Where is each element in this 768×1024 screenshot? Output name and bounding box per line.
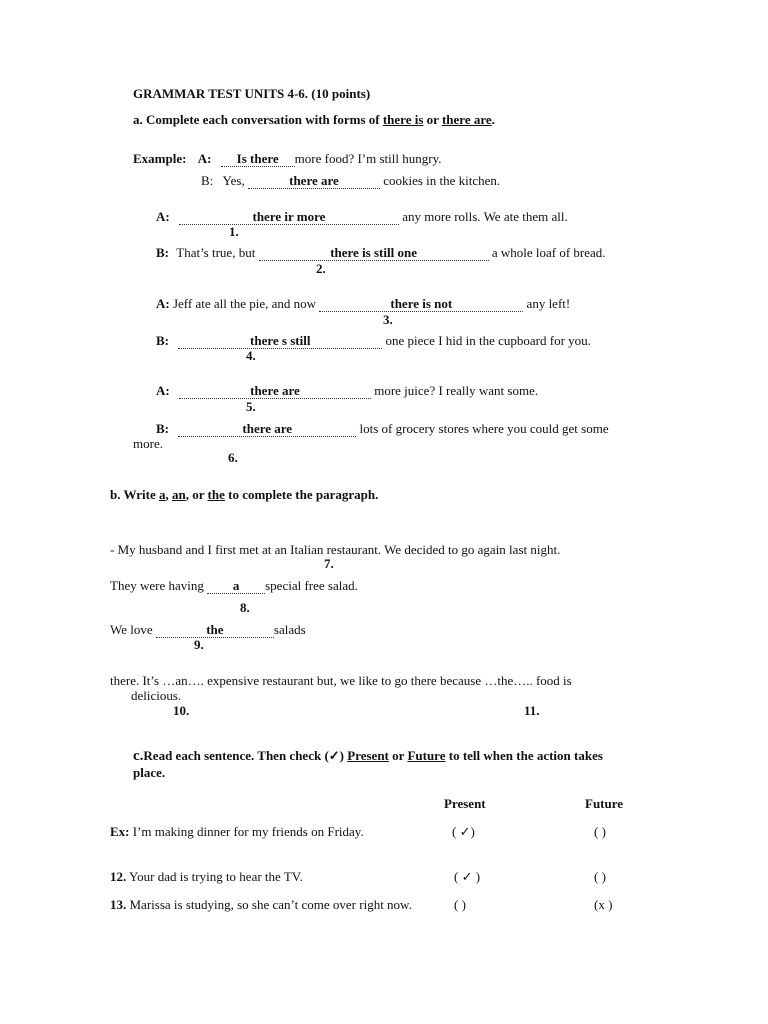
section-b-sep2: , or xyxy=(185,487,208,502)
item-5-answer[interactable]: there are xyxy=(179,384,371,399)
paragraph-line-2-post: special free salad. xyxy=(265,578,358,593)
row-13-label: 13. xyxy=(110,897,127,912)
row-13-future-check[interactable]: (x ) xyxy=(594,897,613,912)
present-word: Present xyxy=(347,748,389,763)
page-title: GRAMMAR TEST UNITS 4-6. (10 points) xyxy=(133,86,371,101)
section-a-heading-or: or xyxy=(423,112,442,127)
item-5-text: more juice? I really want some. xyxy=(374,383,539,398)
section-a-heading-prefix: a. Complete each conversation with forms of xyxy=(133,112,383,127)
item-6-number: 6. xyxy=(228,450,238,465)
item-3-number: 3. xyxy=(383,312,393,327)
article-the: the xyxy=(207,487,225,502)
item-6-answer[interactable]: there are xyxy=(178,422,356,437)
item-4-text: one piece I hid in the cupboard for you. xyxy=(385,333,591,348)
item-3-pre: Jeff ate all the pie, and now xyxy=(172,296,317,311)
item-2-text: a whole loaf of bread. xyxy=(491,245,606,260)
column-future: Future xyxy=(585,796,624,811)
paragraph-line-3 xyxy=(110,622,306,638)
item-3-answer[interactable]: there is not xyxy=(319,297,523,312)
item-10-number: 10. xyxy=(173,703,190,718)
item-5-speaker: A: xyxy=(156,383,170,398)
item-2-number: 2. xyxy=(316,261,326,276)
row-12-label: 12. xyxy=(110,869,127,884)
term-there-are: there are xyxy=(441,112,492,127)
item-1-number: 1. xyxy=(229,224,239,239)
item-1-line xyxy=(156,209,568,225)
term-there-is: there is xyxy=(382,112,424,127)
example-a-speaker: A: xyxy=(197,151,212,166)
item-5-number: 5. xyxy=(246,399,256,414)
section-c-heading-line-2: place. xyxy=(133,765,166,780)
example-b-text: cookies in the kitchen. xyxy=(383,173,501,188)
item-11-number: 11. xyxy=(524,703,540,718)
section-b-heading-end: to complete the paragraph. xyxy=(224,487,379,502)
item-4-speaker: B: xyxy=(156,333,169,348)
article-a: a xyxy=(159,487,166,502)
section-c-heading-pre: Read each sentence. Then check (✓) xyxy=(143,748,348,763)
row-example-future-check[interactable]: ( ) xyxy=(594,824,606,839)
row-13 xyxy=(110,897,412,913)
item-6-line-2: more. xyxy=(133,436,163,451)
item-3-line xyxy=(156,296,570,312)
row-12 xyxy=(110,869,303,885)
item-3-text: any left! xyxy=(526,296,571,311)
row-example xyxy=(110,824,364,840)
section-c-letter: c. xyxy=(133,748,144,764)
item-1-answer[interactable]: there ir more xyxy=(179,210,399,225)
row-12-text: Your dad is trying to hear the TV. xyxy=(129,869,303,884)
row-12-future-check[interactable]: ( ) xyxy=(594,869,606,884)
column-present: Present xyxy=(444,796,486,811)
row-example-label: Ex: xyxy=(110,824,130,839)
row-12-present-check[interactable]: ( ✓ ) xyxy=(454,869,481,884)
item-9-number: 9. xyxy=(194,637,204,652)
section-c-heading xyxy=(133,748,603,764)
row-13-present-check[interactable]: ( ) xyxy=(454,897,466,912)
row-13-text: Marissa is studying, so she can’t come over right now. xyxy=(129,897,412,912)
item-6-speaker: B: xyxy=(156,421,169,436)
paragraph-line-4: there. It’s …an…. expensive restaurant but, we like to go there because …the….. food is xyxy=(110,673,572,688)
section-a-heading xyxy=(133,112,495,128)
item-3-speaker: A: xyxy=(156,296,170,311)
item-8-answer[interactable]: a xyxy=(207,579,265,594)
item-2-speaker: B: xyxy=(156,245,169,260)
paragraph-line-2 xyxy=(110,578,358,594)
section-b-heading xyxy=(110,487,378,503)
paragraph-line-3-post: salads xyxy=(273,622,306,637)
paragraph-line-2-pre: They were having xyxy=(110,578,204,593)
section-b-heading-pre: b. Write xyxy=(110,487,159,502)
item-6-line xyxy=(156,421,609,437)
item-6-text: lots of grocery stores where you could get some xyxy=(359,421,609,436)
paragraph-line-4b: delicious. xyxy=(131,688,182,703)
example-b-answer: there are xyxy=(248,174,380,189)
example-b-pre: Yes, xyxy=(222,173,245,188)
item-4-line xyxy=(156,333,591,349)
item-4-answer[interactable]: there s still xyxy=(178,334,382,349)
row-example-text: I’m making dinner for my friends on Friday. xyxy=(132,824,364,839)
section-b-sep1: , xyxy=(165,487,172,502)
example-line-b xyxy=(201,173,500,189)
item-5-line xyxy=(156,383,538,399)
example-a-text: more food? I’m still hungry. xyxy=(294,151,442,166)
item-1-text: any more rolls. We ate them all. xyxy=(402,209,568,224)
article-an: an xyxy=(172,487,186,502)
row-example-present-check[interactable]: ( ✓) xyxy=(452,824,475,839)
item-8-number: 8. xyxy=(240,600,250,615)
item-7-number: 7. xyxy=(324,556,334,571)
item-2-answer[interactable]: there is still one xyxy=(259,246,489,261)
example-b-speaker: B: xyxy=(201,173,214,188)
future-word: Future xyxy=(407,748,446,763)
item-1-speaker: A: xyxy=(156,209,170,224)
item-9-answer[interactable]: the xyxy=(156,623,274,638)
item-4-number: 4. xyxy=(246,348,256,363)
section-a-heading-end: . xyxy=(491,112,495,127)
example-a-answer: Is there xyxy=(221,152,295,167)
item-2-pre: That’s true, but xyxy=(176,245,256,260)
paragraph-line-3-pre: We love xyxy=(110,622,153,637)
example-label: Example: xyxy=(133,151,187,166)
example-line-a xyxy=(133,151,442,167)
section-c-or: or xyxy=(388,748,408,763)
section-c-heading-end: to tell when the action takes xyxy=(445,748,603,763)
item-2-line xyxy=(156,245,606,261)
paragraph-line-1: - My husband and I first met at an Italian restaurant. We decided to go again last night. xyxy=(110,542,561,557)
